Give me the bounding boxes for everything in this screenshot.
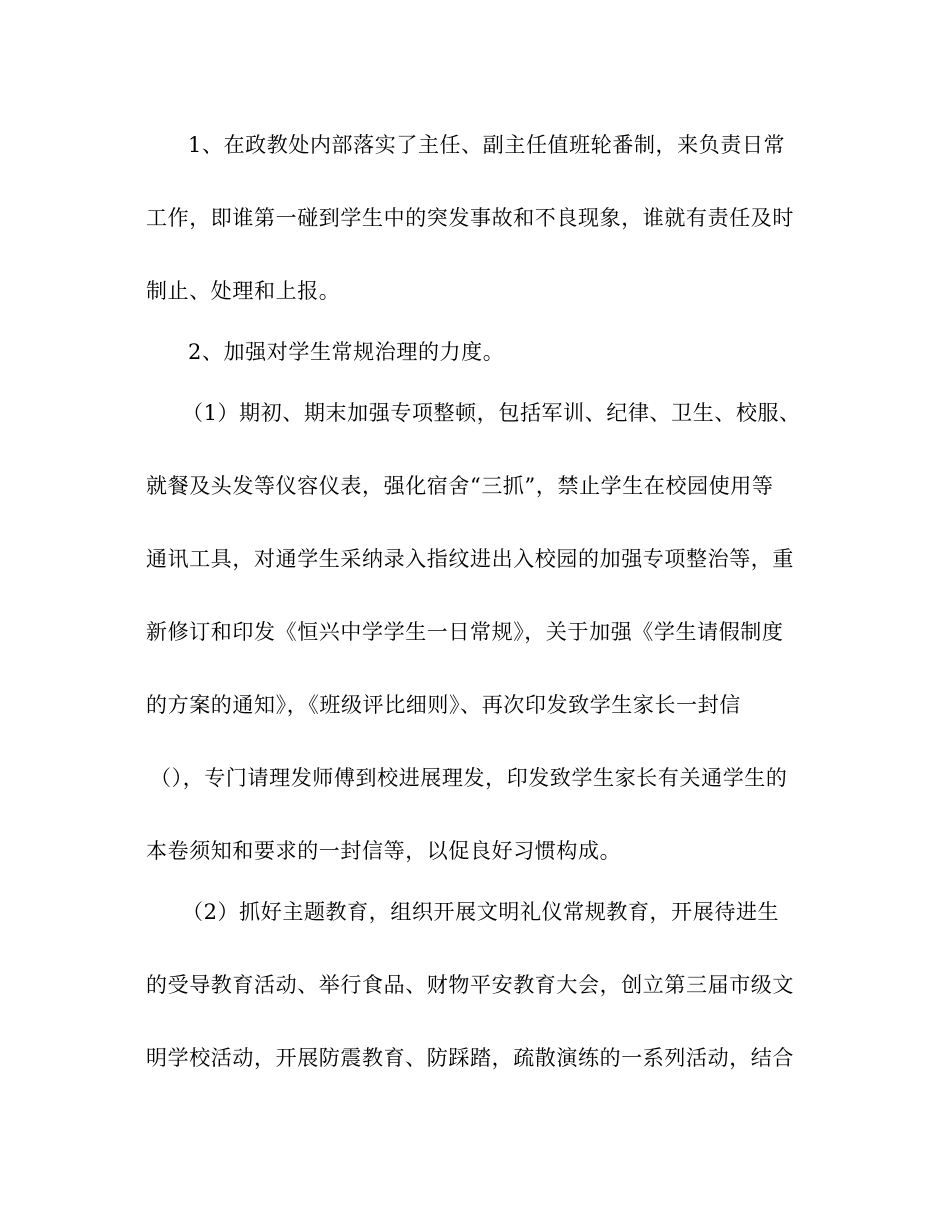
paragraph-3-line-2: 就餐及头发等仪容仪表，强化宿舍“三抓”，禁止学生在校园使用等 bbox=[146, 474, 774, 498]
paragraph-3-line-1: （1）期初、期末加强专项整顿，包括军训、纪律、卫生、校服、 bbox=[182, 401, 801, 425]
paragraph-3-line-4: 新修订和印发《恒兴中学学生一日常规》，关于加强《学生请假制度 bbox=[146, 620, 784, 644]
paragraph-1-line-1: 1、在政教处内部落实了主任、副主任值班轮番制，来负责日常 bbox=[188, 133, 786, 157]
paragraph-4-line-1: （2）抓好主题教育，组织开展文明礼仪常规教育，开展待进生 bbox=[182, 900, 780, 924]
paragraph-3-line-7: 本卷须知和要求的一封信等，以促良好习惯构成。 bbox=[146, 839, 622, 863]
paragraph-1-line-3: 制止、处理和上报。 bbox=[146, 279, 341, 303]
paragraph-4-line-2: 的受导教育活动、举行食品、财物平安教育大会，创立第三届市级文 bbox=[146, 973, 794, 997]
paragraph-3-line-5: 的方案的通知》，《班级评比细则》、再次印发致学生家长一封信 bbox=[146, 693, 741, 717]
paragraph-4-line-3: 明学校活动，开展防震教育、防踩踏，疏散演练的一系列活动，结合 bbox=[146, 1046, 794, 1070]
paragraph-3-line-6: （），专门请理发师傅到校进展理发，印发致学生家长有关通学生的 bbox=[150, 766, 788, 790]
paragraph-2-line-1: 2、加强对学生常规治理的力度。 bbox=[188, 340, 505, 364]
paragraph-3-line-3: 通讯工具，对通学生采纳录入指纹进出入校园的加强专项整治等，重 bbox=[146, 547, 794, 571]
paragraph-1-line-2: 工作，即谁第一碰到学生中的突发事故和不良现象，谁就有责任及时 bbox=[146, 206, 794, 230]
